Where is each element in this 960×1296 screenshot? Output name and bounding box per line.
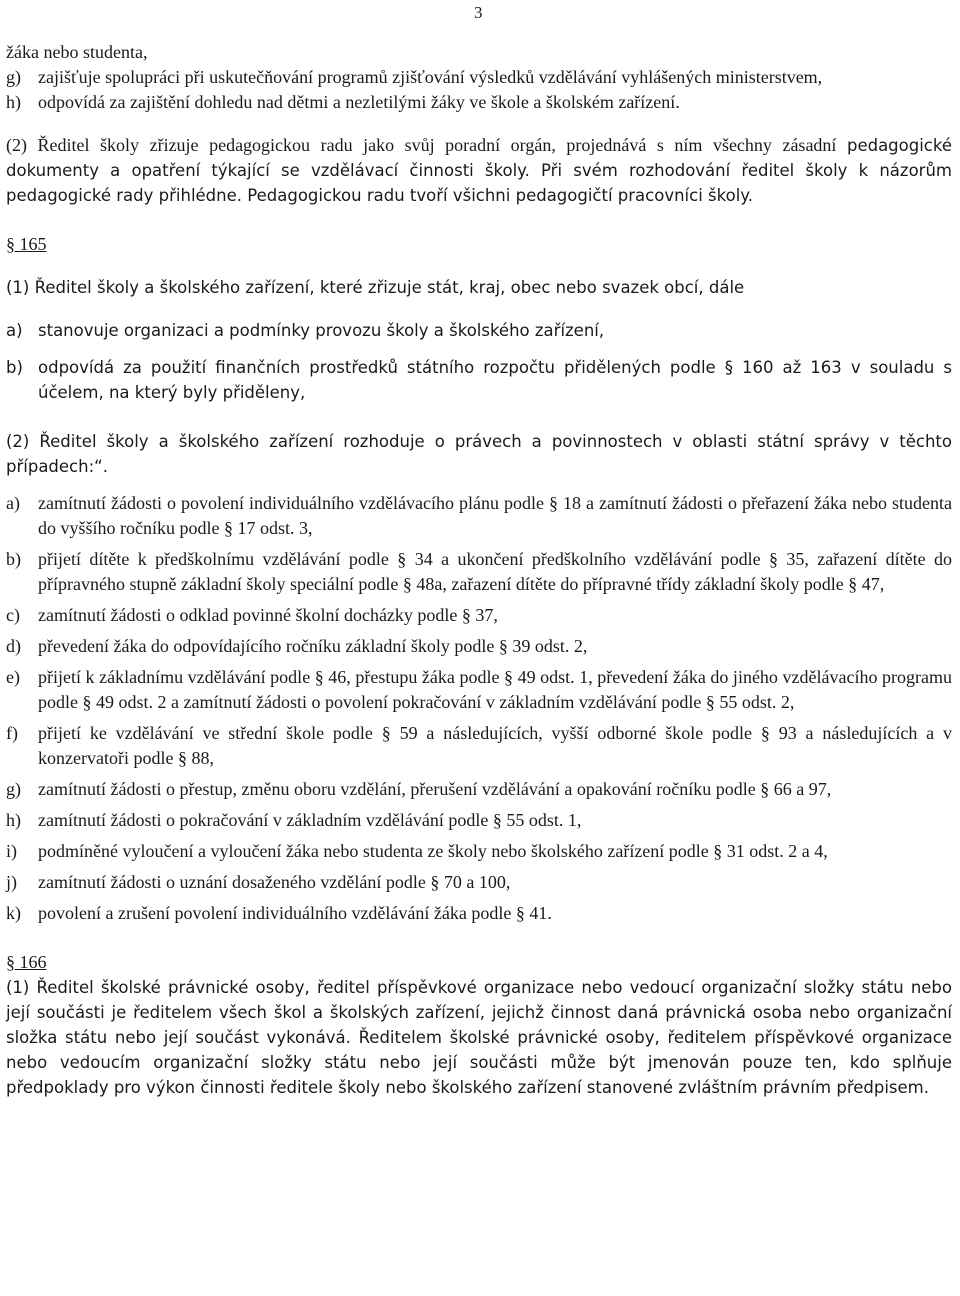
- document-body: [6, 40, 952, 1100]
- item-label: d): [6, 636, 21, 656]
- item-label: h): [6, 92, 21, 112]
- paragraph-2: [6, 133, 952, 208]
- item-label: b): [6, 358, 23, 377]
- section-165-list-1: [6, 318, 952, 405]
- item-label: f): [6, 723, 18, 743]
- item-text: stanovuje organizaci a podmínky provozu školy a školského zařízení,: [38, 321, 605, 340]
- list-item: [6, 901, 952, 926]
- list-item: [6, 355, 952, 405]
- list-item: [6, 665, 952, 715]
- list-item: [6, 870, 952, 895]
- list-item: [6, 777, 952, 802]
- section-165-list-2: [6, 491, 952, 926]
- item-text: odpovídá za zajištění dohledu nad dětmi a nezletilými žáky ve škole a školském zařízení.: [38, 92, 680, 112]
- item-label: j): [6, 872, 17, 892]
- item-label: c): [6, 605, 20, 625]
- item-label: e): [6, 667, 20, 687]
- item-label: h): [6, 810, 21, 830]
- item-text: zamítnutí žádosti o uznání dosaženého vzdělání podle § 70 a 100,: [38, 872, 511, 892]
- item-label: a): [6, 493, 20, 513]
- item-text: povolení a zrušení povolení individuálního vzdělávání žáka podle § 41.: [38, 903, 552, 923]
- item-text: zamítnutí žádosti o pokračování v základním vzdělávání podle § 55 odst. 1,: [38, 810, 582, 830]
- item-text: podmíněné vyloučení a vyloučení žáka nebo studenta ze školy nebo školského zařízení podle § 31 odst. 2 a 4,: [38, 841, 828, 861]
- section-165-paragraph-1: (1) Ředitel školy a školského zařízení, které zřizuje stát, kraj, obec nebo svazek obcí, dále: [6, 278, 745, 297]
- item-label: g): [6, 779, 21, 799]
- section-166-paragraph-1: (1) Ředitel školské právnické osoby, ředitel příspěvkové organizace nebo vedoucí organizační složky státu nebo její součásti je ředitelem všech škol a školských zařízení, jejichž činnost daná právnická osoba nebo organizační složka státu nebo její součást vykonává. Ředitelem školské právnické osoby, ředitelem příspěvkové organizace nebo vedoucím organizační složky státu nebo její součásti může být jmenován pouze ten, kdo splňuje předpoklady pro výkon činnosti ředitele školy nebo školského zařízení stanovené zvláštním právním předpisem.: [6, 978, 952, 1097]
- list-item: [6, 90, 952, 115]
- list-item: [6, 839, 952, 864]
- list-item: [6, 65, 952, 90]
- item-text: přijetí dítěte k předškolnímu vzdělávání podle § 34 a ukončení předškolního vzdělávání podle § 35, zařazení dítěte do přípravného stupně základní školy speciální podle § 48a, zařazení dítěte do přípravné třídy základní školy podle § 47,: [38, 549, 952, 594]
- paragraph-2-part-2: pedagogické dokumenty a opatření týkající se vzdělávací činnosti školy. Při svém rozhodování ředitel školy k názorům pedagogické rady přihlédne.: [6, 136, 952, 205]
- list-item: [6, 808, 952, 833]
- item-text: odpovídá za použití finančních prostředků státního rozpočtu přidělených podle § 160 až 163 v souladu s účelem, na který byly přiděleny,: [38, 358, 952, 402]
- paragraph-2-part-1: (2) Ředitel školy zřizuje pedagogickou radu jako svůj poradní orgán, projednává s ním všechny zásadní: [6, 135, 847, 155]
- list-item: [6, 603, 952, 628]
- item-text: zamítnutí žádosti o přestup, změnu oboru vzdělání, přerušení vzdělávání a opakování ročníku podle § 66 a 97,: [38, 779, 832, 799]
- item-text: zamítnutí žádosti o povolení individuálního vzdělávacího plánu podle § 18 a zamítnutí žádosti o přeřazení žáka nebo studenta do vyššího ročníku podle § 17 odst. 3,: [38, 493, 952, 538]
- list-item: [6, 491, 952, 541]
- item-text: zamítnutí žádosti o odklad povinné školní docházky podle § 37,: [38, 605, 498, 625]
- item-text: převedení žáka do odpovídajícího ročníku základní školy podle § 39 odst. 2,: [38, 636, 588, 656]
- item-label: g): [6, 67, 21, 87]
- page-number: 3: [474, 3, 483, 22]
- paragraph-2-part-3: Pedagogickou radu tvoří všichni pedagogičtí pracovníci školy.: [242, 186, 753, 205]
- item-label: k): [6, 903, 21, 923]
- list-item: [6, 547, 952, 597]
- list-item: [6, 634, 952, 659]
- list-item: [6, 721, 952, 771]
- item-text: přijetí k základnímu vzdělávání podle § 46, přestupu žáka podle § 49 odst. 1, převedení žáka do jiného vzdělávacího programu podle § 49 odst. 2 a zamítnutí žádosti o povolení pokračování v základním vzdělávání podle § 55 odst. 2,: [38, 667, 952, 712]
- continuation-text: žáka nebo studenta,: [6, 42, 148, 62]
- item-label: b): [6, 549, 21, 569]
- item-label: i): [6, 841, 17, 861]
- section-heading-166: § 166: [6, 952, 47, 972]
- item-text: přijetí ke vzdělávání ve střední škole podle § 59 a následujících, vyšší odborné škole podle § 93 a následujících a v konzervatoři podle § 88,: [38, 723, 952, 768]
- item-label: a): [6, 321, 23, 340]
- section-heading-165: § 165: [6, 234, 47, 254]
- list-item: [6, 318, 952, 343]
- section-165-paragraph-2: (2) Ředitel školy a školského zařízení rozhoduje o právech a povinnostech v oblasti státní správy v těchto případech:“.: [6, 432, 952, 476]
- item-text: zajišťuje spolupráci při uskutečňování programů zjišťování výsledků vzdělávání vyhlášených ministerstvem,: [38, 67, 823, 87]
